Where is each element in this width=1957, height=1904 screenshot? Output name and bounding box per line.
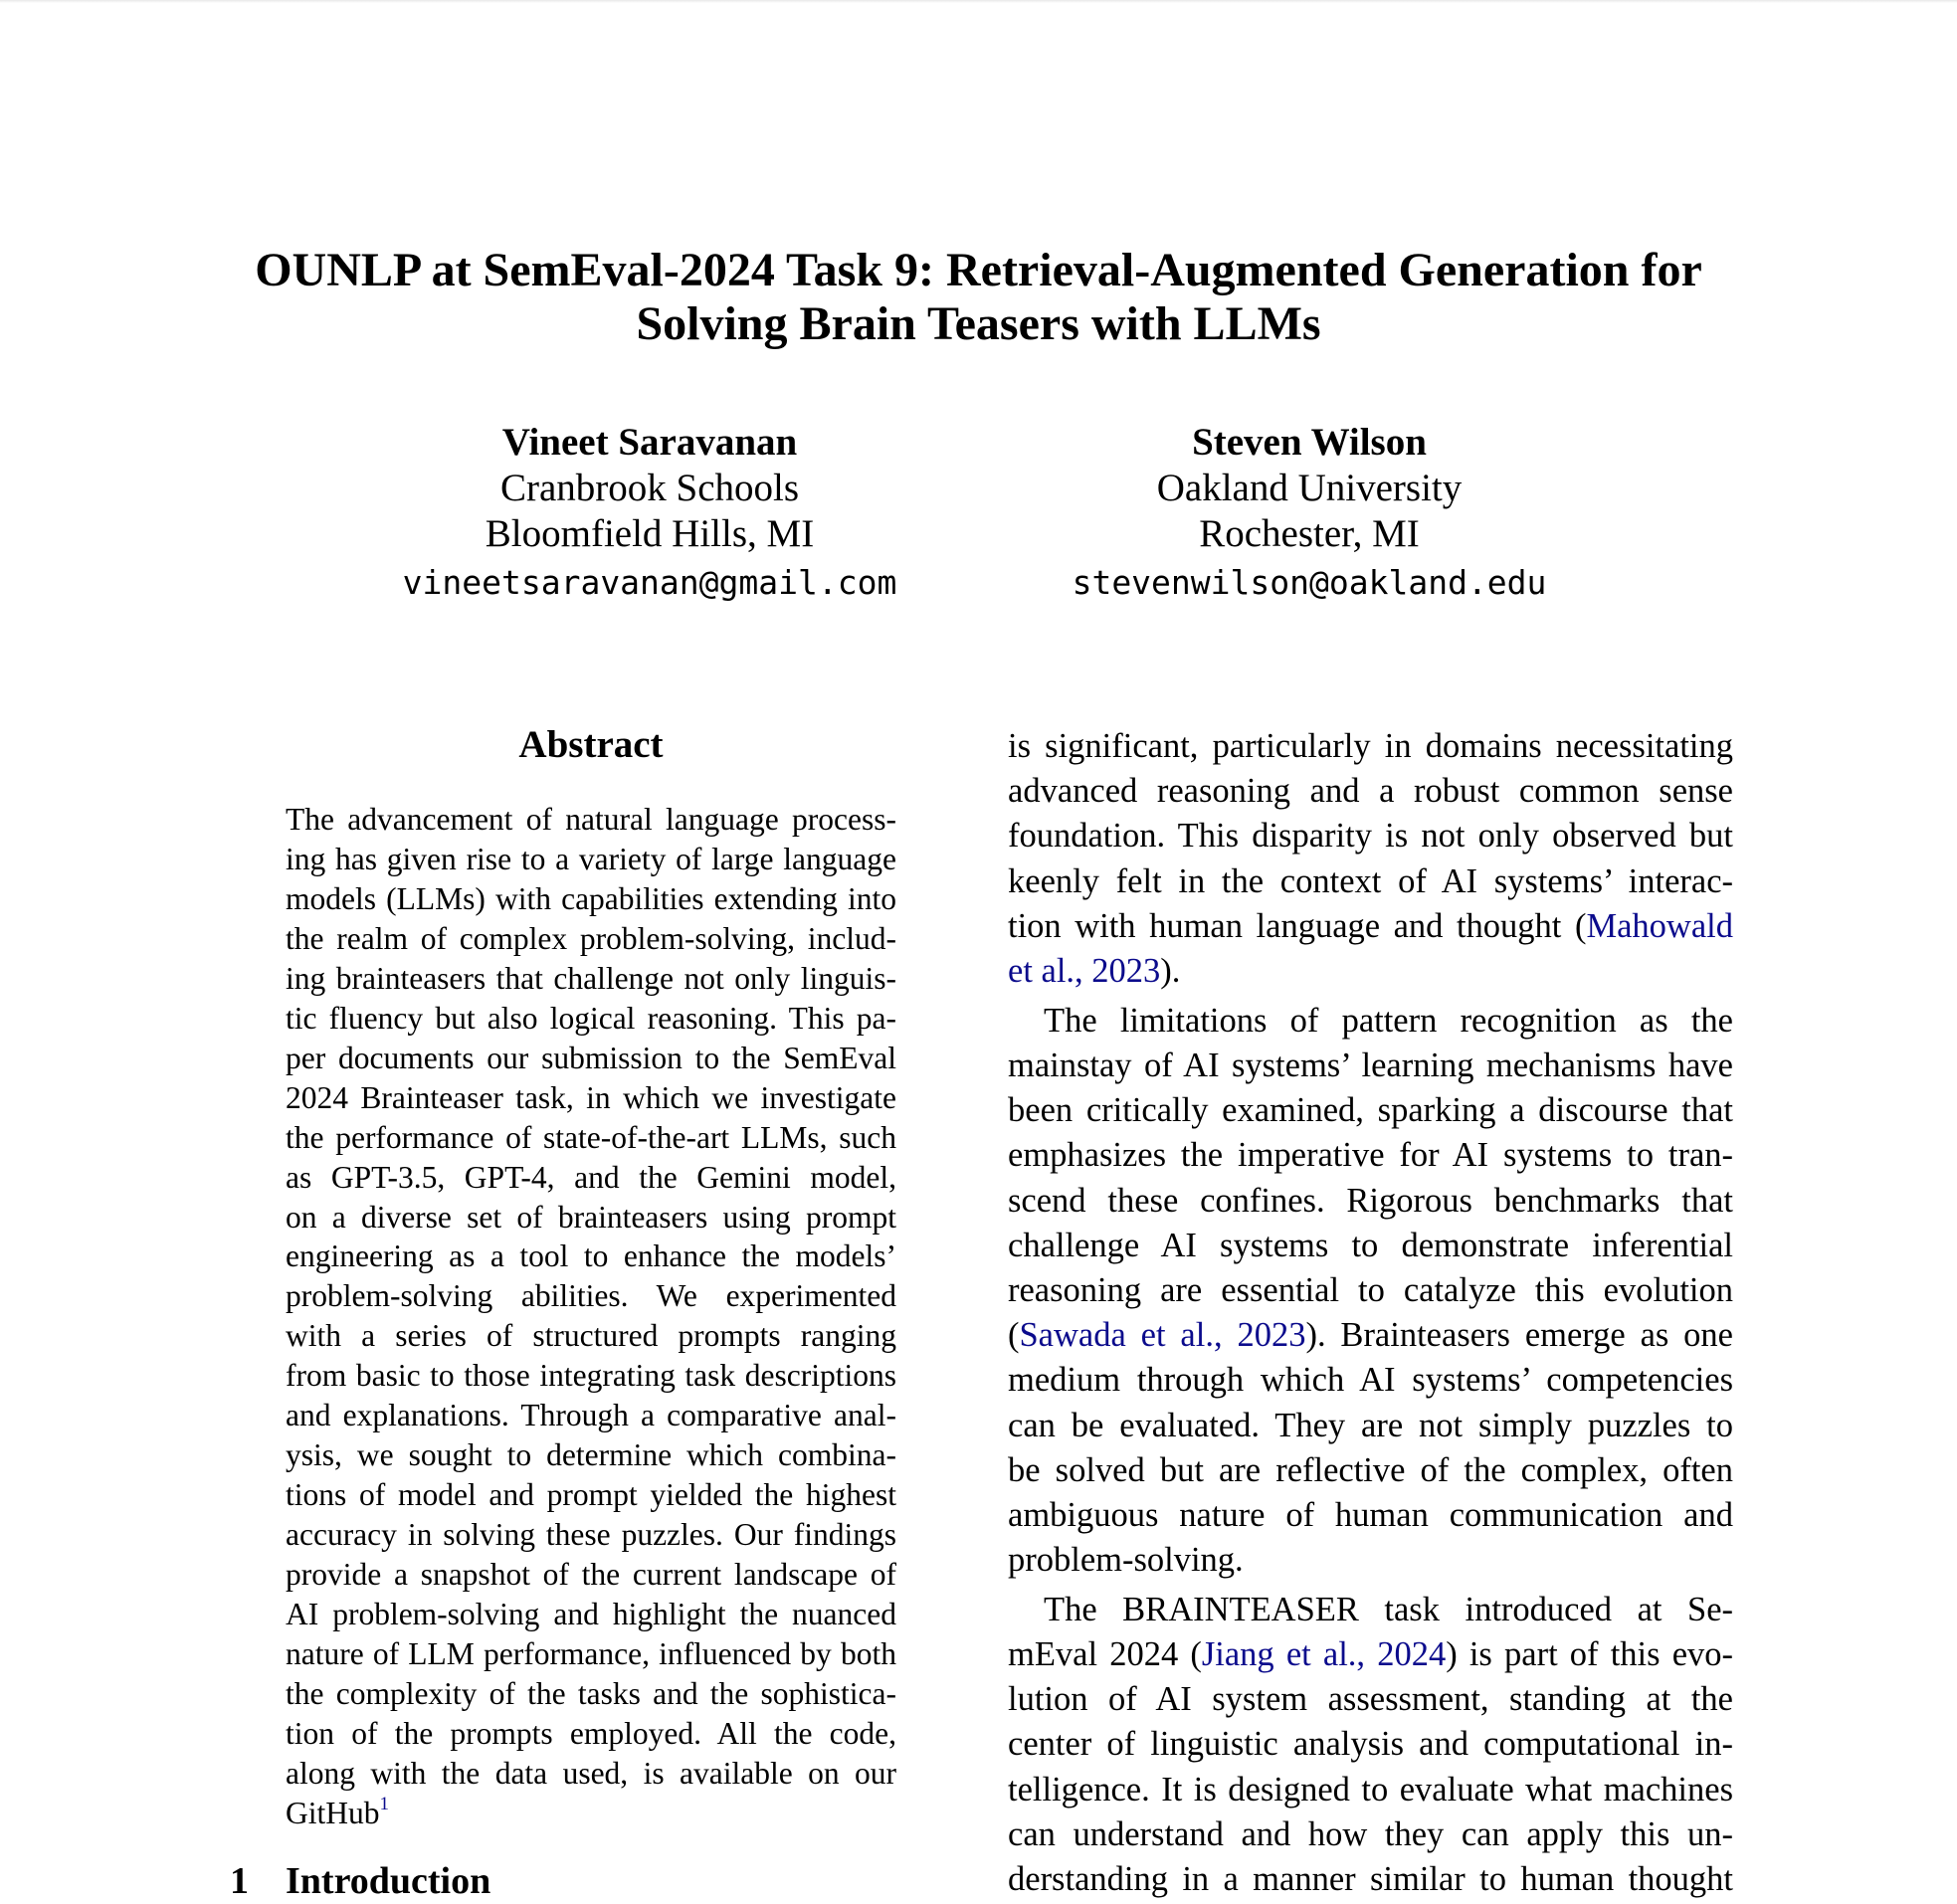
author-name: Steven Wilson bbox=[1192, 421, 1427, 464]
abstract-line: 2024 Brainteaser task, in which we investigate bbox=[286, 1079, 896, 1115]
body-text: mEval 2024 ( bbox=[1008, 1635, 1202, 1674]
body-line: can understand and how they can apply this un- bbox=[1008, 1814, 1733, 1853]
abstract-line: nature of LLM performance, influenced by both bbox=[286, 1636, 896, 1672]
body-text: tion with human language and thought ( bbox=[1008, 906, 1587, 945]
body-line: scend these confines. Rigorous benchmarks that bbox=[1008, 1181, 1733, 1220]
paper-title-line-2: Solving Brain Teasers with LLMs bbox=[636, 297, 1321, 350]
section-heading-introduction bbox=[230, 1858, 490, 1904]
abstract-line: tic fluency but also logical reasoning. This pa- bbox=[286, 1000, 896, 1036]
abstract-line: The advancement of natural language process- bbox=[286, 802, 896, 837]
body-line bbox=[1008, 1632, 1733, 1677]
abstract-line: models (LLMs) with capabilities extending into bbox=[286, 880, 896, 916]
body-line: The limitations of pattern recognition as the bbox=[1044, 1001, 1733, 1040]
section-number: 1 bbox=[230, 1860, 249, 1902]
abstract-line: ing brainteasers that challenge not only linguis- bbox=[286, 960, 896, 996]
author-email[interactable]: vineetsaravanan@gmail.com bbox=[402, 563, 897, 602]
body-line: foundation. This disparity is not only observed but bbox=[1008, 817, 1733, 856]
abstract-line: AI problem-solving and highlight the nuanced bbox=[286, 1597, 896, 1632]
abstract-line: ysis, we sought to determine which combina- bbox=[286, 1437, 896, 1473]
abstract-last-line bbox=[286, 1794, 896, 1833]
abstract-line: per documents our submission to the SemEval bbox=[286, 1040, 896, 1075]
body-line: medium through which AI systems’ competencies bbox=[1008, 1361, 1733, 1400]
abstract-line: problem-solving abilities. We experimented bbox=[286, 1278, 896, 1314]
body-line: can be evaluated. They are not simply puzzles to bbox=[1008, 1406, 1733, 1444]
abstract-line: tions of model and prompt yielded the highest bbox=[286, 1477, 896, 1513]
right-column-body bbox=[1008, 724, 1733, 1902]
body-line: reasoning are essential to catalyze this evolution bbox=[1008, 1270, 1733, 1309]
body-line: mainstay of AI systems’ learning mechanisms have bbox=[1008, 1046, 1733, 1084]
body-line bbox=[1008, 904, 1733, 949]
body-line: lution of AI system assessment, standing at the bbox=[1008, 1680, 1733, 1719]
citation-link-sawada[interactable]: Sawada et al., 2023 bbox=[1019, 1316, 1306, 1355]
body-line: advanced reasoning and a robust common sense bbox=[1008, 772, 1733, 811]
abstract-line: the complexity of the tasks and the sophistica- bbox=[286, 1675, 896, 1711]
body-line: The BRAINTEASER task introduced at Se- bbox=[1044, 1590, 1733, 1628]
author-location: Rochester, MI bbox=[1199, 512, 1420, 555]
footnote-marker-link[interactable]: 1 bbox=[379, 1793, 389, 1814]
author-affiliation: Oakland University bbox=[1156, 467, 1463, 509]
section-title: Introduction bbox=[286, 1860, 491, 1902]
body-line bbox=[1008, 949, 1733, 994]
abstract-line: from basic to those integrating task descriptions bbox=[286, 1358, 896, 1394]
body-text: ). Brainteasers emerge as one bbox=[1305, 1316, 1733, 1355]
abstract-line: with a series of structured prompts ranging bbox=[286, 1318, 896, 1354]
abstract-line: the performance of state-of-the-art LLMs, such bbox=[286, 1119, 896, 1155]
body-line: be solved but are reflective of the complex, often bbox=[1008, 1450, 1733, 1489]
body-text: ( bbox=[1008, 1316, 1020, 1355]
body-line: is significant, particularly in domains necessitating bbox=[1008, 727, 1733, 765]
body-line: keenly felt in the context of AI systems’ interac- bbox=[1008, 861, 1733, 900]
body-line: ambiguous nature of human communication and bbox=[1008, 1495, 1733, 1534]
abstract-line: engineering as a tool to enhance the models’ bbox=[286, 1238, 896, 1274]
body-line: derstanding in a manner similar to human thought bbox=[1008, 1860, 1733, 1899]
abstract-line: along with the data used, is available on our bbox=[286, 1755, 896, 1791]
body-text: ) is part of this evo- bbox=[1446, 1635, 1734, 1674]
author-location: Bloomfield Hills, MI bbox=[485, 512, 815, 555]
abstract-line: on a diverse set of brainteasers using prompt bbox=[286, 1199, 896, 1235]
abstract-line: as GPT-3.5, GPT-4, and the Gemini model, bbox=[286, 1159, 896, 1195]
body-line bbox=[1008, 1313, 1733, 1358]
author-affiliation: Cranbrook Schools bbox=[499, 467, 800, 509]
citation-link-jiang[interactable]: Jiang et al., 2024 bbox=[1201, 1635, 1447, 1674]
abstract-line: provide a snapshot of the current landscape of bbox=[286, 1557, 896, 1593]
page-top-edge bbox=[0, 0, 1957, 3]
abstract-heading: Abstract bbox=[518, 723, 664, 766]
author-block-2 bbox=[961, 420, 1658, 607]
abstract-line: the realm of complex problem-solving, includ- bbox=[286, 920, 896, 956]
abstract-body bbox=[286, 800, 896, 1833]
author-name: Vineet Saravanan bbox=[501, 421, 798, 464]
abstract-line: ing has given rise to a variety of large language bbox=[286, 841, 896, 876]
body-line: challenge AI systems to demonstrate inferential bbox=[1008, 1226, 1733, 1264]
abstract-line: tion of the prompts employed. All the code, bbox=[286, 1715, 896, 1751]
github-text: GitHub bbox=[286, 1795, 380, 1830]
paper-title bbox=[0, 244, 1957, 351]
abstract-line: and explanations. Through a comparative anal- bbox=[286, 1398, 896, 1433]
citation-link-mahowald[interactable]: Mahowald bbox=[1586, 906, 1733, 945]
paper-title-line-1: OUNLP at SemEval-2024 Task 9: Retrieval-Augmented Generation for bbox=[255, 244, 1702, 296]
author-block-1 bbox=[301, 420, 998, 607]
author-email[interactable]: stevenwilson@oakland.edu bbox=[1072, 563, 1547, 602]
body-line: emphasizes the imperative for AI systems to tran- bbox=[1008, 1136, 1733, 1175]
citation-link-mahowald-cont[interactable]: et al., 2023 bbox=[1008, 952, 1161, 991]
body-line: center of linguistic analysis and computational in- bbox=[1008, 1725, 1733, 1764]
body-text: ). bbox=[1160, 952, 1181, 991]
body-line: telligence. It is designed to evaluate what machines bbox=[1008, 1770, 1733, 1809]
body-line: been critically examined, sparking a discourse that bbox=[1008, 1091, 1733, 1130]
abstract-line: accuracy in solving these puzzles. Our findings bbox=[286, 1517, 896, 1553]
body-line: problem-solving. bbox=[1008, 1541, 1244, 1580]
